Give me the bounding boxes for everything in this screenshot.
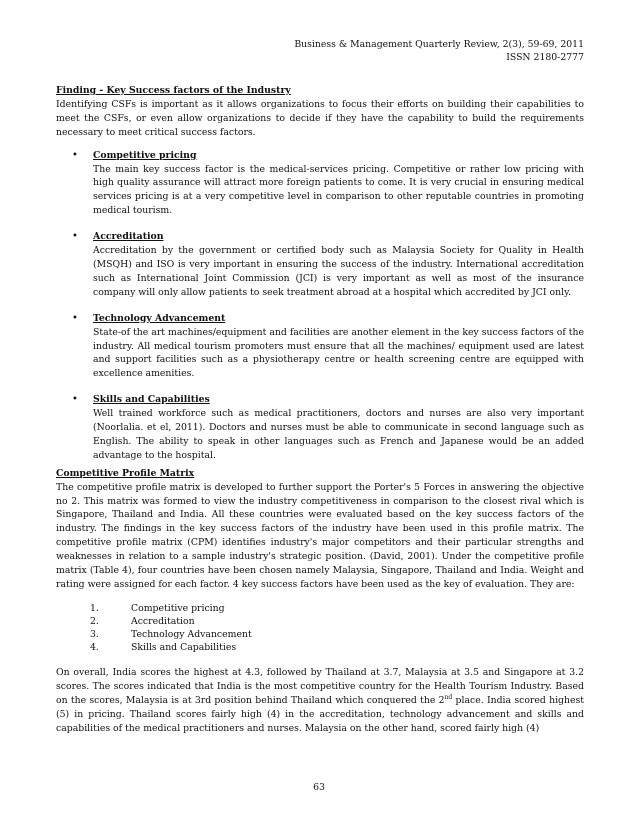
bullet-icon: • <box>72 394 78 406</box>
list-item <box>56 615 584 628</box>
list-item <box>56 149 584 219</box>
list-number: 2. <box>90 616 99 627</box>
list-label: Technology Advancement <box>131 629 252 641</box>
factor-title: Technology Advancement <box>93 312 226 324</box>
list-number: 1. <box>90 602 99 614</box>
factor-description: State-of the art machines/equipment and facilities are another element in the key success factors of the industry. All medical tourism promoters must ensure that all the machines/ equipment used are latest and support facilities such as a physiotherapy centre or health screening centre are equipped with excellence amenities. <box>93 326 584 380</box>
running-header <box>184 38 584 64</box>
list-number: 4. <box>90 642 99 654</box>
list-item <box>56 602 584 615</box>
list-label: Competitive pricing <box>131 602 225 614</box>
list-label: Accreditation <box>131 616 195 627</box>
success-factor-list <box>56 149 584 463</box>
body-content <box>56 84 584 736</box>
list-number: 3. <box>90 629 99 641</box>
evaluation-factor-list <box>56 602 584 654</box>
factor-title: Competitive pricing <box>93 149 197 161</box>
list-label: Skills and Capabilities <box>131 642 237 654</box>
list-item <box>56 641 584 654</box>
factor-title: Skills and Capabilities <box>93 394 210 406</box>
section-heading-key-success-factors: Finding - Key Success factors of the Industry <box>56 85 291 96</box>
scores-text-part1: On overall, India scores the highest at 4.3, followed by Thailand at 3.7, Malaysia at 3.5 and Singapore at 3.2 scores. The scores indicated that India is the most competitive country for the Health Tourism Industry. Based on the scores, Malaysia is at 3rd position behind Thailand which conquered the 2 <box>56 667 584 707</box>
bullet-icon: • <box>72 149 78 161</box>
scores-paragraph <box>56 666 584 736</box>
factor-description: Accreditation by the government or certified body such as Malaysia Society for Quality in Health (MSQH) and ISO is very important in ensuring the success of the industry. International accreditation such as International Joint Commission (JCI) is very important as well as most of the insurance company will only allow patients to seek treatment abroad at a hospital which accredited by JCI only. <box>93 245 584 298</box>
journal-citation: Business & Management Quarterly Review, 2(3), 59-69, 2011 <box>294 39 584 50</box>
issn: ISSN 2180-2777 <box>506 52 584 63</box>
bullet-icon: • <box>72 312 78 324</box>
cpm-paragraph: The competitive profile matrix is developed to further support the Porter's 5 Forces in answering the objective no 2. This matrix was formed to view the industry competitiveness in comparison to the closest rival which is Singapore, Thailand and India. All these countries were evaluated based on the key success factors of the industry. The findings in the key success factors of the industry have been used in this profile matrix. The competitive profile matrix (CPM) identifies industry's major competitors and their particular strengths and weaknesses in relation to a sample industry's strategic position. (David, 2001). Under the competitive profile matrix (Table 4), four countries have been chosen namely Malaysia, Singapore, Thailand and India. Weight and rating were assigned for each factor. 4 key success factors have been used as the key of evaluation. They are: <box>56 481 584 590</box>
list-item <box>56 628 584 641</box>
scores-text-part2: place. India scored highest (5) in pricing. Thailand scores fairly high (4) in the accreditation, technology advancement and skills and capabilities of the medical practitioners and nurses. Malaysia on the other hand, scored fairly high (4) <box>56 695 584 734</box>
list-item <box>56 230 584 300</box>
factor-title: Accreditation <box>93 231 164 243</box>
section-heading-competitive-profile-matrix: Competitive Profile Matrix <box>56 467 195 479</box>
list-item <box>56 312 584 382</box>
bullet-icon: • <box>72 231 78 243</box>
factor-description: The main key success factor is the medical-services pricing. Competitive or rather low pricing with high quality assurance will attract more foreign patients to come. It is very crucial in ensuring medical services pricing is at a very competitive level in comparison to other reputable countries in promoting medical tourism. <box>93 163 584 217</box>
list-item <box>56 393 584 463</box>
intro-paragraph: Identifying CSFs is important as it allows organizations to focus their efforts on building their capabilities to meet the CSFs, or even allow organizations to decide if they have the capability to build the requirements necessary to meet critical success factors. <box>56 98 584 138</box>
ordinal-suffix: nd <box>444 694 453 701</box>
page-number: 63 <box>313 782 325 793</box>
factor-description: Well trained workforce such as medical practitioners, doctors and nurses are also very important (Noorlalia. et el, 2011). Doctors and nurses must be able to communicate in second language such as English. The ability to speak in other languages such as French and Japanese would be an added advantage to the hospital. <box>93 408 584 461</box>
